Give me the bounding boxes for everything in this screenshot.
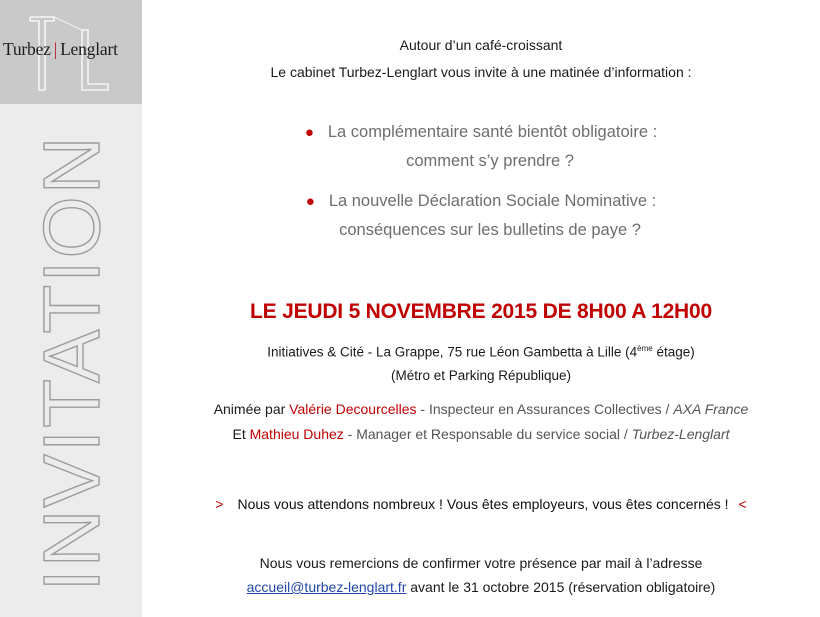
rsvp-line-1: Nous vous remercions de confirmer votre présence par mail à l’adresse	[259, 555, 703, 571]
sidebar	[0, 0, 142, 617]
speaker-line-2	[142, 426, 820, 442]
speaker-line-1	[142, 401, 820, 417]
speaker-2-name: Mathieu Duhez	[249, 426, 344, 442]
speaker-1-org: AXA France	[673, 401, 749, 417]
rsvp-deadline: avant le 31 octobre 2015 (réservation obligatoire)	[406, 579, 716, 595]
intro-line-1: Autour d’un café-croissant	[399, 37, 563, 53]
logo-wordmark	[3, 39, 142, 60]
venue-address: Initiatives & Cité - La Grappe, 75 rue Léon Gambetta à Lille (4	[267, 344, 638, 360]
topic-2-title	[142, 192, 820, 211]
topic-2-title-text: La nouvelle Déclaration Sociale Nominative :	[328, 192, 657, 210]
speaker-2-org: Turbez-Lenglart	[631, 426, 730, 442]
topic-2-subtitle: conséquences sur les bulletins de paye ?	[339, 221, 641, 239]
event-datetime: LE JEUDI 5 NOVEMBRE 2015 DE 8H00 A 12H00	[250, 300, 712, 323]
intro-line-2: Le cabinet Turbez-Lenglart vous invite à une matinée d’information :	[270, 64, 692, 80]
callout-line	[142, 496, 820, 512]
topic-1-title-text: La complémentaire santé bientôt obligatoire :	[327, 123, 658, 141]
callout-text: Nous vous attendons nombreux ! Vous êtes employeurs, vous êtes concernés !	[237, 496, 729, 512]
speaker-2-lead: Et	[232, 426, 250, 442]
invitation-body	[142, 0, 820, 617]
callout-left-arrow-icon: >	[215, 496, 224, 512]
speaker-2-role: - Manager et Responsable du service social /	[343, 426, 632, 442]
logo-right-word: Lenglart	[60, 39, 118, 59]
event-access: (Métro et Parking République)	[390, 368, 572, 383]
callout-right-arrow-icon: <	[738, 496, 747, 512]
venue-floor: étage)	[652, 344, 695, 360]
bullet-icon: ●	[304, 124, 314, 141]
company-logo	[0, 0, 142, 104]
topic-1-subtitle: comment s’y prendre ?	[406, 152, 574, 170]
speaker-1-role: - Inspecteur en Assurances Collectives /	[416, 401, 674, 417]
bullet-icon: ●	[305, 193, 315, 210]
rsvp-line-2	[142, 579, 820, 595]
event-venue	[142, 344, 820, 360]
rsvp-email-link[interactable]: accueil@turbez-lenglart.fr	[246, 579, 407, 595]
invitation-vertical-label: INVITATION	[27, 134, 116, 592]
venue-floor-superscript: ème	[637, 344, 653, 353]
speaker-1-lead: Animée par	[213, 401, 290, 417]
logo-separator: |	[53, 39, 58, 59]
speaker-1-name: Valérie Decourcelles	[289, 401, 417, 417]
logo-left-word: Turbez	[3, 39, 51, 59]
topic-1-title	[142, 123, 820, 142]
